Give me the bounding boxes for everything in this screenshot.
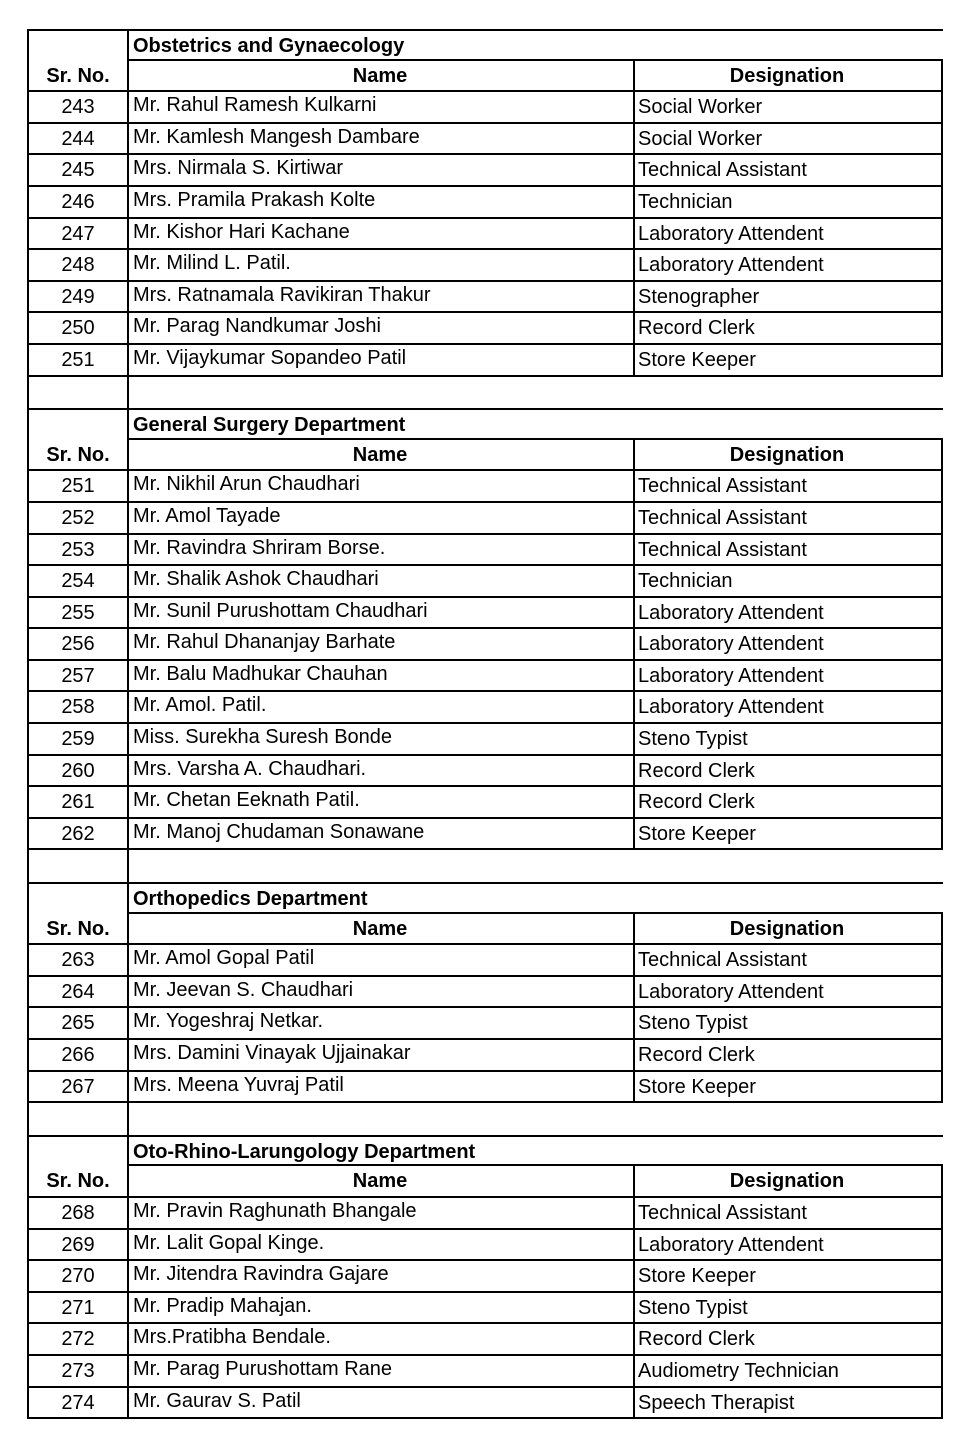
name-cell: Mr. Yogeshraj Netkar.	[127, 1008, 635, 1040]
sr-no-cell: 257	[27, 661, 129, 693]
sr-no-cell: 249	[27, 282, 129, 314]
designation-cell: Record Clerk	[633, 313, 943, 345]
table-row	[27, 155, 943, 187]
designation-cell: Laboratory Attendent	[633, 1230, 943, 1262]
sr-no-cell: 243	[27, 92, 129, 124]
designation-cell: Store Keeper	[633, 1072, 943, 1104]
spacer-sr-cell	[27, 850, 129, 882]
designation-cell: Technical Assistant	[633, 1198, 943, 1230]
title-sr-cell	[27, 1137, 129, 1167]
designation-cell: Social Worker	[633, 124, 943, 156]
designation-cell: Laboratory Attendent	[633, 598, 943, 630]
name-cell: Mr. Balu Madhukar Chauhan	[127, 661, 635, 693]
name-cell: Mr. Pravin Raghunath Bhangale	[127, 1198, 635, 1230]
table-row	[27, 219, 943, 251]
table-row	[27, 1324, 943, 1356]
name-cell: Mrs. Meena Yuvraj Patil	[127, 1072, 635, 1104]
sr-no-cell: 252	[27, 503, 129, 535]
designation-cell: Record Clerk	[633, 1040, 943, 1072]
designation-cell: Laboratory Attendent	[633, 219, 943, 251]
sr-no-cell: 259	[27, 724, 129, 756]
section-title: General Surgery Department	[127, 410, 943, 440]
column-header-row	[27, 61, 943, 93]
sr-no-cell: 272	[27, 1324, 129, 1356]
section-spacer	[27, 1103, 943, 1135]
table-row	[27, 1198, 943, 1230]
header-designation: Designation	[633, 914, 943, 946]
table-row	[27, 566, 943, 598]
table-row	[27, 471, 943, 503]
sr-no-cell: 251	[27, 345, 129, 377]
section-title-row	[27, 882, 943, 914]
table-row	[27, 187, 943, 219]
designation-cell: Technical Assistant	[633, 155, 943, 187]
spacer-sr-cell	[27, 377, 129, 409]
designation-cell: Store Keeper	[633, 819, 943, 851]
table-row	[27, 1230, 943, 1262]
section-title: Oto-Rhino-Larungology Department	[127, 1137, 943, 1167]
designation-cell: Laboratory Attendent	[633, 977, 943, 1009]
name-cell: Mr. Jeevan S. Chaudhari	[127, 977, 635, 1009]
table-row	[27, 1072, 943, 1104]
designation-cell: Laboratory Attendent	[633, 250, 943, 282]
table-row	[27, 503, 943, 535]
column-header-row	[27, 1166, 943, 1198]
sr-no-cell: 265	[27, 1008, 129, 1040]
sr-no-cell: 273	[27, 1356, 129, 1388]
section-title: Orthopedics Department	[127, 884, 943, 914]
sr-no-cell: 269	[27, 1230, 129, 1262]
section-spacer	[27, 377, 943, 409]
header-designation: Designation	[633, 61, 943, 93]
sr-no-cell: 274	[27, 1388, 129, 1420]
column-header-row	[27, 440, 943, 472]
designation-cell: Laboratory Attendent	[633, 629, 943, 661]
table-row	[27, 1293, 943, 1325]
sr-no-cell: 244	[27, 124, 129, 156]
title-sr-cell	[27, 410, 129, 440]
sr-no-cell: 253	[27, 535, 129, 567]
name-cell: Mrs. Nirmala S. Kirtiwar	[127, 155, 635, 187]
name-cell: Mr. Rahul Dhananjay Barhate	[127, 629, 635, 661]
title-sr-cell	[27, 31, 129, 61]
sr-no-cell: 261	[27, 787, 129, 819]
spacer-cell	[127, 377, 943, 409]
header-name: Name	[127, 914, 635, 946]
name-cell: Mr. Vijaykumar Sopandeo Patil	[127, 345, 635, 377]
designation-cell: Steno Typist	[633, 724, 943, 756]
sr-no-cell: 268	[27, 1198, 129, 1230]
designation-cell: Technician	[633, 566, 943, 598]
name-cell: Mr. Pradip Mahajan.	[127, 1293, 635, 1325]
section-title-row	[27, 408, 943, 440]
table-row	[27, 250, 943, 282]
header-name: Name	[127, 1166, 635, 1198]
spacer-sr-cell	[27, 1103, 129, 1135]
table-row	[27, 1261, 943, 1293]
table-row	[27, 535, 943, 567]
sr-no-cell: 256	[27, 629, 129, 661]
designation-cell: Record Clerk	[633, 756, 943, 788]
header-sr-no: Sr. No.	[27, 914, 129, 946]
sr-no-cell: 266	[27, 1040, 129, 1072]
name-cell: Mr. Parag Purushottam Rane	[127, 1356, 635, 1388]
name-cell: Mrs. Pramila Prakash Kolte	[127, 187, 635, 219]
designation-cell: Record Clerk	[633, 787, 943, 819]
sr-no-cell: 255	[27, 598, 129, 630]
sr-no-cell: 264	[27, 977, 129, 1009]
table-row	[27, 124, 943, 156]
name-cell: Mr. Amol Gopal Patil	[127, 945, 635, 977]
sr-no-cell: 271	[27, 1293, 129, 1325]
sr-no-cell: 250	[27, 313, 129, 345]
table-row	[27, 92, 943, 124]
designation-cell: Technical Assistant	[633, 945, 943, 977]
title-sr-cell	[27, 884, 129, 914]
sr-no-cell: 267	[27, 1072, 129, 1104]
table-row	[27, 1356, 943, 1388]
name-cell: Mrs. Ratnamala Ravikiran Thakur	[127, 282, 635, 314]
designation-cell: Steno Typist	[633, 1293, 943, 1325]
section-title: Obstetrics and Gynaecology	[127, 31, 943, 61]
table-row	[27, 1008, 943, 1040]
designation-cell: Store Keeper	[633, 345, 943, 377]
sr-no-cell: 245	[27, 155, 129, 187]
name-cell: Miss. Surekha Suresh Bonde	[127, 724, 635, 756]
section-title-row	[27, 1135, 943, 1167]
name-cell: Mr. Jitendra Ravindra Gajare	[127, 1261, 635, 1293]
column-header-row	[27, 914, 943, 946]
name-cell: Mr. Amol Tayade	[127, 503, 635, 535]
sr-no-cell: 254	[27, 566, 129, 598]
sr-no-cell: 248	[27, 250, 129, 282]
table-row	[27, 756, 943, 788]
table-row	[27, 1040, 943, 1072]
name-cell: Mr. Chetan Eeknath Patil.	[127, 787, 635, 819]
designation-cell: Stenographer	[633, 282, 943, 314]
name-cell: Mr. Kishor Hari Kachane	[127, 219, 635, 251]
section-title-row	[27, 29, 943, 61]
designation-cell: Laboratory Attendent	[633, 661, 943, 693]
name-cell: Mrs. Damini Vinayak Ujjainakar	[127, 1040, 635, 1072]
designation-cell: Store Keeper	[633, 1261, 943, 1293]
table-row	[27, 598, 943, 630]
header-sr-no: Sr. No.	[27, 440, 129, 472]
sr-no-cell: 247	[27, 219, 129, 251]
designation-cell: Record Clerk	[633, 1324, 943, 1356]
name-cell: Mr. Ravindra Shriram Borse.	[127, 535, 635, 567]
name-cell: Mr. Amol. Patil.	[127, 692, 635, 724]
name-cell: Mr. Nikhil Arun Chaudhari	[127, 471, 635, 503]
sr-no-cell: 258	[27, 692, 129, 724]
designation-cell: Technical Assistant	[633, 503, 943, 535]
sr-no-cell: 246	[27, 187, 129, 219]
table-row	[27, 282, 943, 314]
name-cell: Mrs.Pratibha Bendale.	[127, 1324, 635, 1356]
spacer-cell	[127, 850, 943, 882]
name-cell: Mr. Gaurav S. Patil	[127, 1388, 635, 1420]
header-name: Name	[127, 61, 635, 93]
sr-no-cell: 263	[27, 945, 129, 977]
designation-cell: Technician	[633, 187, 943, 219]
name-cell: Mr. Manoj Chudaman Sonawane	[127, 819, 635, 851]
designation-cell: Audiometry Technician	[633, 1356, 943, 1388]
header-sr-no: Sr. No.	[27, 1166, 129, 1198]
name-cell: Mr. Milind L. Patil.	[127, 250, 635, 282]
table-row	[27, 313, 943, 345]
table-row	[27, 661, 943, 693]
name-cell: Mr. Parag Nandkumar Joshi	[127, 313, 635, 345]
table-row	[27, 945, 943, 977]
section-spacer	[27, 850, 943, 882]
header-designation: Designation	[633, 1166, 943, 1198]
designation-cell: Speech Therapist	[633, 1388, 943, 1420]
name-cell: Mrs. Varsha A. Chaudhari.	[127, 756, 635, 788]
designation-cell: Laboratory Attendent	[633, 692, 943, 724]
sr-no-cell: 262	[27, 819, 129, 851]
header-sr-no: Sr. No.	[27, 61, 129, 93]
sr-no-cell: 260	[27, 756, 129, 788]
sr-no-cell: 270	[27, 1261, 129, 1293]
table-row	[27, 819, 943, 851]
header-name: Name	[127, 440, 635, 472]
table-row	[27, 345, 943, 377]
designation-cell: Technical Assistant	[633, 535, 943, 567]
table-row	[27, 692, 943, 724]
staff-table	[27, 29, 943, 1419]
spacer-cell	[127, 1103, 943, 1135]
designation-cell: Technical Assistant	[633, 471, 943, 503]
header-designation: Designation	[633, 440, 943, 472]
sr-no-cell: 251	[27, 471, 129, 503]
name-cell: Mr. Sunil Purushottam Chaudhari	[127, 598, 635, 630]
designation-cell: Steno Typist	[633, 1008, 943, 1040]
table-row	[27, 787, 943, 819]
table-row	[27, 1388, 943, 1420]
name-cell: Mr. Rahul Ramesh Kulkarni	[127, 92, 635, 124]
name-cell: Mr. Lalit Gopal Kinge.	[127, 1230, 635, 1262]
designation-cell: Social Worker	[633, 92, 943, 124]
table-row	[27, 629, 943, 661]
name-cell: Mr. Kamlesh Mangesh Dambare	[127, 124, 635, 156]
name-cell: Mr. Shalik Ashok Chaudhari	[127, 566, 635, 598]
table-row	[27, 977, 943, 1009]
table-row	[27, 724, 943, 756]
